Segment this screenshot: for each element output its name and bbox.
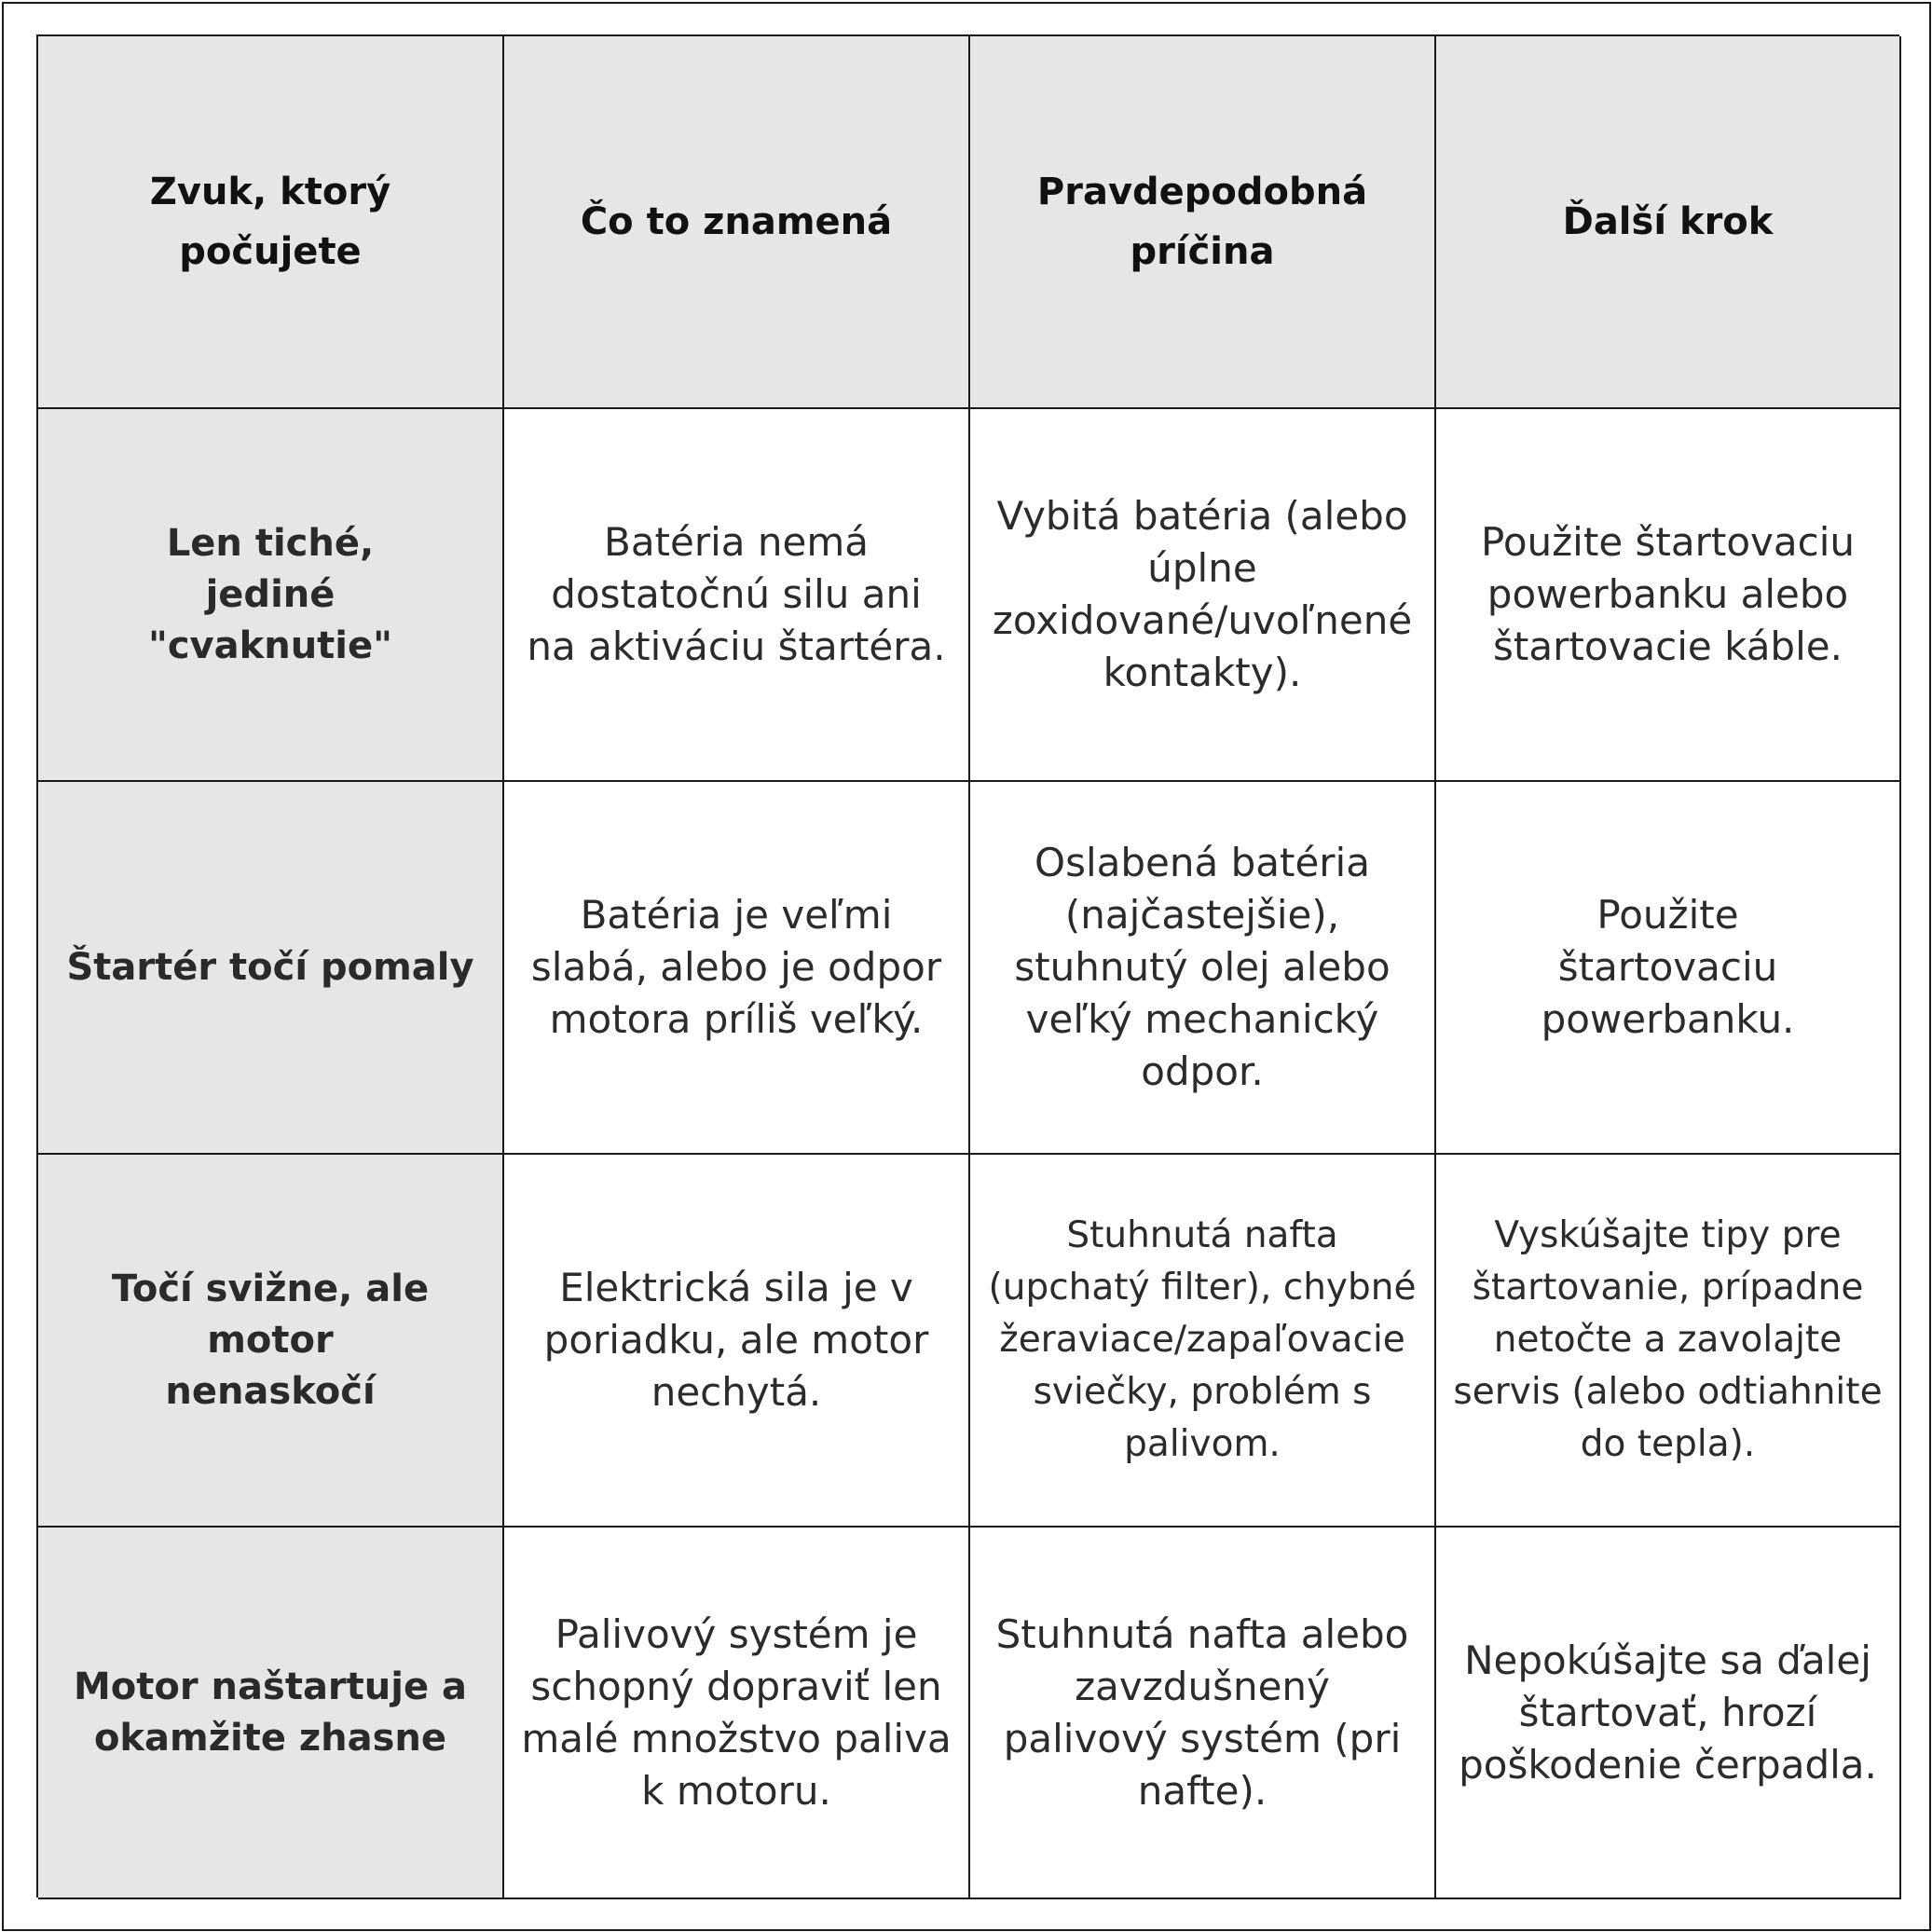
table-cell [504,782,970,1155]
header-label: Zvuk, ktorý počujete [149,171,391,273]
cell-text: Použite štartovaciu powerbanku alebo štartovacie káble. [1480,519,1855,669]
table-cell [1436,1155,1901,1528]
header-cell-sound [38,36,504,409]
header-label: Čo to znamená [580,200,893,243]
row-label: Štartér točí pomaly [66,945,474,989]
header-cell-cause [970,36,1436,409]
row-header-slow-crank [38,782,504,1155]
row-header-no-start [38,1155,504,1528]
header-label: Pravdepodobná príčina [1036,171,1368,273]
cell-text: Batéria je veľmi slabá, alebo je odpor motora príliš veľký. [530,892,942,1042]
table-cell [1436,1528,1901,1899]
cell-text: Elektrická sila je v poriadku, ale motor nechytá. [543,1265,929,1415]
table-cell [970,1155,1436,1528]
cell-text: Oslabená batéria (najčastejšie), stuhnutý olej alebo veľký mechanický odpor. [1014,840,1391,1094]
cell-text: Použite štartovaciu powerbanku. [1541,892,1795,1042]
row-label: Len tiché, jediné "cvaknutie" [148,521,392,667]
row-header-stalls [38,1528,504,1899]
table-cell [970,782,1436,1155]
cell-text: Vyskúšajte tipy pre štartovanie, prípadne netočte a zavolajte servis (alebo odtiahnite do tepla). [1453,1214,1883,1465]
cell-text: Vybitá batéria (alebo úplne zoxidované/uvoľnené kontakty). [992,493,1413,695]
table-cell [1436,409,1901,782]
header-cell-next-step [1436,36,1901,409]
row-header-click [38,409,504,782]
cell-text: Palivový systém je schopný dopraviť len malé množstvo paliva k motoru. [521,1610,952,1814]
table-cell [970,409,1436,782]
table-cell [970,1528,1436,1899]
cell-text: Batéria nemá dostatočnú silu ani na aktiváciu štartéra. [527,519,946,669]
table-cell [504,409,970,782]
table-cell [1436,782,1901,1155]
cell-text: Stuhnutá nafta (upchatý filter), chybné žeraviace/zapaľovacie sviečky, problém s palivom. [988,1214,1417,1465]
row-label: Motor naštartuje a okamžite zhasne [74,1665,468,1760]
table-cell [504,1528,970,1899]
table-cell [504,1155,970,1528]
header-cell-meaning [504,36,970,409]
cell-text: Nepokúšajte sa ďalej štartovať, hrozí poškodenie čerpadla. [1459,1637,1877,1788]
cell-text: Stuhnutá nafta alebo zavzdušnený palivový systém (pri nafte). [995,1610,1409,1814]
header-label: Ďalší krok [1562,200,1774,243]
row-label: Točí svižne, ale motor nenaskočí [111,1267,430,1413]
diagnostic-table [36,34,1899,1898]
